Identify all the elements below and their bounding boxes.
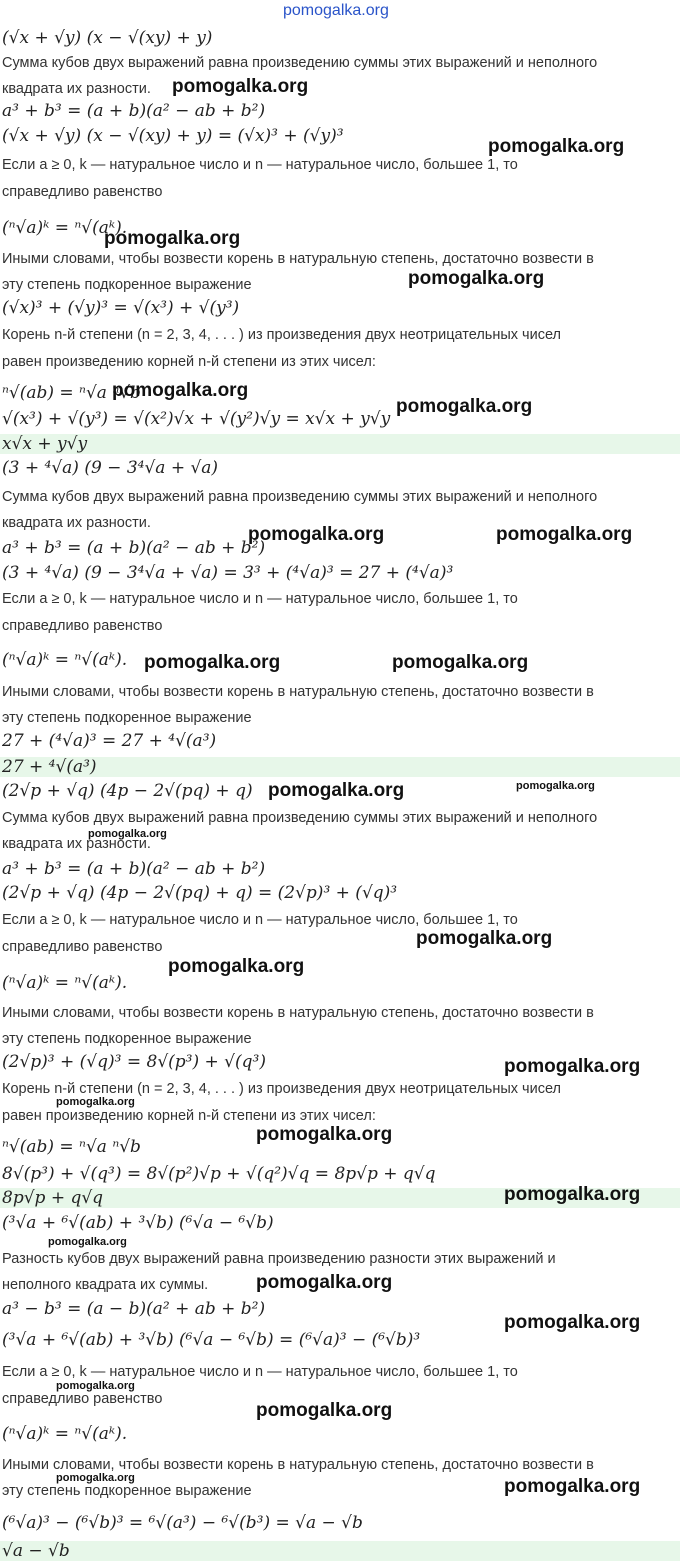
formula-line: (ⁿ√a)ᵏ = ⁿ√(aᵏ).: [2, 1424, 128, 1444]
watermark: pomogalka.org: [408, 268, 545, 289]
text-line: неполного квадрата их суммы.: [2, 1277, 209, 1293]
answer-line: 27 + ⁴√(a³): [0, 757, 680, 777]
text-line: справедливо равенство: [2, 618, 163, 634]
text-line: Иными словами, чтобы возвести корень в натуральную степень, достаточно возвести в: [2, 251, 594, 267]
watermark: pomogalka.org: [248, 524, 385, 545]
answer-line: x√x + y√y: [0, 434, 680, 454]
formula-line: (2√p + √q) (4p − 2√(pq) + q): [2, 781, 253, 801]
text-line: квадрата их разности.: [2, 515, 151, 531]
text-line: Если a ≥ 0, k — натуральное число и n — натуральное число, большее 1, то: [2, 912, 518, 928]
text-line: справедливо равенство: [2, 939, 163, 955]
text-line: Если a ≥ 0, k — натуральное число и n — натуральное число, большее 1, то: [2, 591, 518, 607]
formula-line: (2√p)³ + (√q)³ = 8√(p³) + √(q³): [2, 1052, 266, 1072]
text-line: Разность кубов двух выражений равна произведению разности этих выражений и: [2, 1251, 556, 1267]
watermark: pomogalka.org: [256, 1400, 393, 1421]
text-line: Сумма кубов двух выражений равна произведению суммы этих выражений и неполного: [2, 55, 598, 71]
formula-line: (ⁿ√a)ᵏ = ⁿ√(aᵏ).: [2, 650, 128, 670]
text-line: справедливо равенство: [2, 1391, 163, 1407]
text-line: Сумма кубов двух выражений равна произведению суммы этих выражений и неполного: [2, 489, 598, 505]
watermark: pomogalka.org: [88, 828, 167, 840]
watermark: pomogalka.org: [104, 228, 241, 249]
formula-line: (ⁿ√a)ᵏ = ⁿ√(aᵏ).: [2, 218, 128, 238]
text-line: справедливо равенство: [2, 184, 163, 200]
text-line: квадрата их разности.: [2, 81, 151, 97]
watermark: pomogalka.org: [504, 1476, 641, 1497]
watermark: pomogalka.org: [144, 652, 281, 673]
formula-line: (ⁿ√a)ᵏ = ⁿ√(aᵏ).: [2, 973, 128, 993]
watermark: pomogalka.org: [56, 1472, 135, 1484]
text-line: эту степень подкоренное выражение: [2, 1483, 252, 1499]
watermark: pomogalka.org: [488, 136, 625, 157]
formula-line: a³ + b³ = (a + b)(a² − ab + b²): [2, 101, 266, 121]
text-line: Корень n-й степени (n = 2, 3, 4, . . . ) из произведения двух неотрицательных чисел: [2, 327, 561, 343]
watermark: pomogalka.org: [504, 1056, 641, 1077]
text-line: квадрата их разности.: [2, 836, 151, 852]
watermark: pomogalka.org: [392, 652, 529, 673]
watermark: pomogalka.org: [168, 956, 305, 977]
formula-line: a³ + b³ = (a + b)(a² − ab + b²): [2, 538, 266, 558]
formula-line: (√x + √y) (x − √(xy) + y): [2, 28, 213, 48]
watermark: pomogalka.org: [172, 76, 309, 97]
text-line: Сумма кубов двух выражений равна произведению суммы этих выражений и неполного: [2, 810, 598, 826]
watermark: pomogalka.org: [48, 1236, 127, 1248]
answer-line: √a − √b: [0, 1541, 680, 1561]
text-line: равен произведению корней n-й степени из этих чисел:: [2, 1108, 376, 1124]
formula-line: (3 + ⁴√a) (9 − 3⁴√a + √a): [2, 458, 219, 478]
formula-line: ⁿ√(ab) = ⁿ√a ⁿ√b: [2, 1137, 141, 1157]
watermark: pomogalka.org: [516, 780, 595, 792]
formula-line: ⁿ√(ab) = ⁿ√a ⁿ√b: [2, 383, 141, 403]
formula-line: (√x)³ + (√y)³ = √(x³) + √(y³): [2, 298, 240, 318]
watermark: pomogalka.org: [256, 1124, 393, 1145]
formula-line: (3 + ⁴√a) (9 − 3⁴√a + √a) = 3³ + (⁴√a)³ = 27 + (⁴√a)³: [2, 563, 454, 583]
watermark: pomogalka.org: [56, 1380, 135, 1392]
text-line: эту степень подкоренное выражение: [2, 710, 252, 726]
answer-line: 8p√p + q√q: [0, 1188, 680, 1208]
text-line: равен произведению корней n-й степени из этих чисел:: [2, 354, 376, 370]
formula-line: a³ + b³ = (a + b)(a² − ab + b²): [2, 859, 266, 879]
formula-line: a³ − b³ = (a − b)(a² + ab + b²): [2, 1299, 266, 1319]
formula-line: (√x + √y) (x − √(xy) + y) = (√x)³ + (√y)³: [2, 126, 344, 146]
text-line: Иными словами, чтобы возвести корень в натуральную степень, достаточно возвести в: [2, 1005, 594, 1021]
formula-line: (⁶√a)³ − (⁶√b)³ = ⁶√(a³) − ⁶√(b³) = √a − √b: [2, 1513, 363, 1533]
watermark: pomogalka.org: [504, 1184, 641, 1205]
text-line: Иными словами, чтобы возвести корень в натуральную степень, достаточно возвести в: [2, 684, 594, 700]
watermark: pomogalka.org: [496, 524, 633, 545]
text-line: эту степень подкоренное выражение: [2, 1031, 252, 1047]
formula-line: (³√a + ⁶√(ab) + ³√b) (⁶√a − ⁶√b): [2, 1213, 274, 1233]
formula-line: (³√a + ⁶√(ab) + ³√b) (⁶√a − ⁶√b) = (⁶√a)³ − (⁶√b)³: [2, 1330, 421, 1350]
watermark: pomogalka.org: [416, 928, 553, 949]
top-watermark: pomogalka.org: [283, 2, 389, 19]
watermark: pomogalka.org: [112, 380, 249, 401]
text-line: Иными словами, чтобы возвести корень в натуральную степень, достаточно возвести в: [2, 1457, 594, 1473]
watermark: pomogalka.org: [256, 1272, 393, 1293]
formula-line: √(x³) + √(y³) = √(x²)√x + √(y²)√y = x√x + y√y: [2, 409, 391, 429]
text-line: Если a ≥ 0, k — натуральное число и n — натуральное число, большее 1, то: [2, 1364, 518, 1380]
watermark: pomogalka.org: [56, 1096, 135, 1108]
watermark: pomogalka.org: [396, 396, 533, 417]
text-line: Корень n-й степени (n = 2, 3, 4, . . . ) из произведения двух неотрицательных чисел: [2, 1081, 561, 1097]
text-line: Если a ≥ 0, k — натуральное число и n — натуральное число, большее 1, то: [2, 157, 518, 173]
formula-line: 8√(p³) + √(q³) = 8√(p²)√p + √(q²)√q = 8p√p + q√q: [2, 1164, 436, 1184]
formula-line: 27 + (⁴√a)³ = 27 + ⁴√(a³): [2, 731, 217, 751]
watermark: pomogalka.org: [504, 1312, 641, 1333]
text-line: эту степень подкоренное выражение: [2, 277, 252, 293]
watermark: pomogalka.org: [268, 780, 405, 801]
formula-line: (2√p + √q) (4p − 2√(pq) + q) = (2√p)³ + (√q)³: [2, 883, 398, 903]
